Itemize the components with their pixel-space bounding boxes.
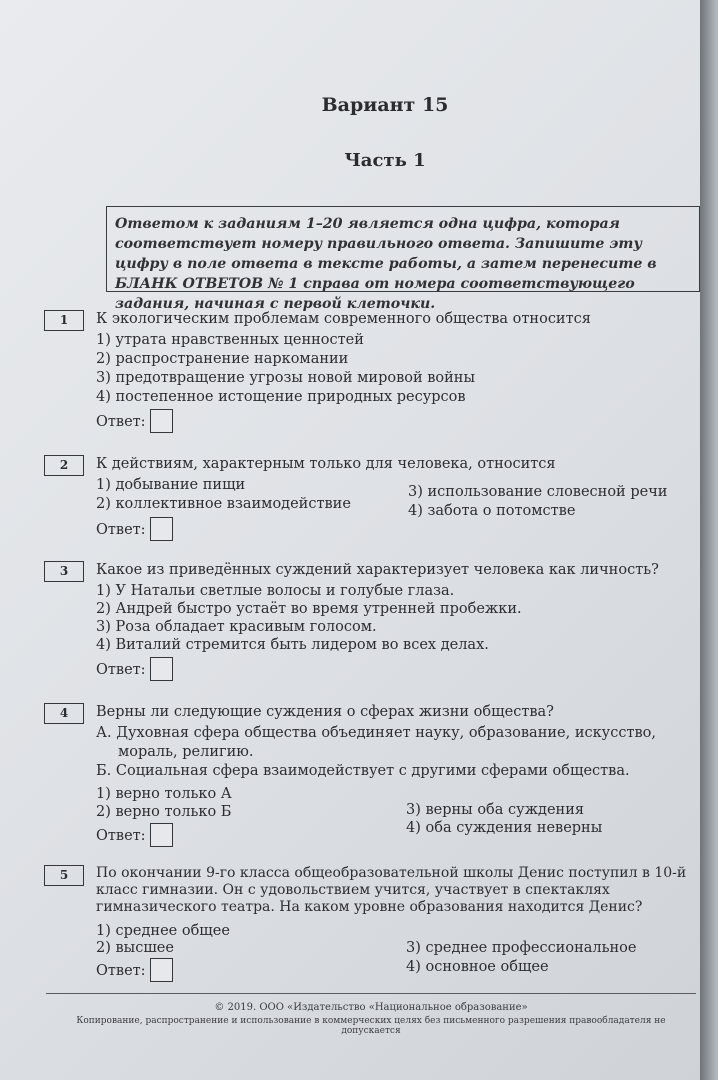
instructions-box: Ответом к заданиям 1–20 является одна цифра, которая соответствует номеру правильного ответа. Запишите эту цифру в поле ответа в тексте работы, а затем перенесите в БЛАНК ОТВЕТОВ № 1 справа от номера соответствующего задания, начиная с первой клеточки.: [106, 206, 700, 292]
question-number: 4: [44, 703, 84, 724]
option-4: 4) постепенное истощение природных ресурсов: [96, 389, 466, 405]
variant-title: Вариант 15: [321, 94, 449, 116]
question-number: 2: [44, 455, 84, 476]
footer-notice: Копирование, распространение и использование в коммерческих целях без письменного разрешения правообладателя не допускается: [76, 1016, 666, 1036]
question-number: 1: [44, 310, 84, 331]
option-4: 4) основное общее: [406, 959, 549, 975]
option-4: 4) забота о потомстве: [408, 503, 576, 519]
footer-divider: [46, 993, 696, 994]
answer-box[interactable]: [150, 958, 173, 982]
question-4: [44, 703, 684, 843]
option-1: 1) утрата нравственных ценностей: [96, 332, 364, 348]
question-text: К экологическим проблемам современного общества относится: [96, 311, 591, 327]
option-3: 3) использование словесной речи: [408, 484, 668, 500]
option-3: 3) предотвращение угрозы новой мировой войны: [96, 370, 476, 386]
question-text: Какое из приведённых суждений характеризует человека как личность?: [96, 562, 659, 578]
answer-row: [96, 521, 146, 540]
answer-row: [96, 413, 146, 432]
question-text: По окончании 9-го класса общеобразовательной школы Денис поступил в 10-й класс гимназии. Он с удовольствием учится, участвует в спектаклях гимназического театра. На каком уровне образования находится Денис?: [96, 865, 687, 915]
option-4: 4) оба суждения неверны: [406, 820, 603, 836]
question-1: [44, 310, 684, 440]
question-3: [44, 561, 684, 681]
answer-label: Ответ:: [96, 963, 146, 979]
option-2: 2) верно только Б: [96, 804, 232, 820]
statement-b: Б. Социальная сфера взаимодействует с другими сферами общества.: [96, 763, 630, 779]
option-2: 2) высшее: [96, 940, 174, 956]
question-5: [44, 865, 687, 985]
statement-a: А. Духовная сфера общества объединяет науку, образование, искусство, мораль, религию.: [96, 725, 656, 760]
option-1: 1) верно только А: [96, 786, 232, 802]
question-text: Верны ли следующие суждения о сферах жизни общества?: [96, 704, 554, 720]
option-2: 2) коллективное взаимодействие: [96, 496, 351, 512]
answer-row: [96, 962, 146, 981]
answer-box[interactable]: [150, 823, 173, 847]
option-3: 3) среднее профессиональное: [406, 940, 637, 956]
answer-label: Ответ:: [96, 828, 146, 844]
answer-row: [96, 827, 146, 846]
footer-copyright: © 2019. ООО «Издательство «Национальное образование»: [214, 1002, 528, 1013]
question-text: К действиям, характерным только для человека, относится: [96, 456, 556, 472]
answer-row: [96, 661, 146, 680]
option-4: 4) Виталий стремится быть лидером во всех делах.: [96, 637, 489, 653]
answer-label: Ответ:: [96, 414, 146, 430]
option-1: 1) среднее общее: [96, 923, 230, 939]
page-edge-shadow: [700, 0, 718, 1080]
answer-box[interactable]: [150, 517, 173, 541]
option-2: 2) Андрей быстро устаёт во время утренней пробежки.: [96, 601, 522, 617]
answer-label: Ответ:: [96, 522, 146, 538]
question-2: [44, 455, 684, 545]
answer-label: Ответ:: [96, 662, 146, 678]
part-title: Часть 1: [344, 150, 426, 171]
answer-box[interactable]: [150, 657, 173, 681]
answer-box[interactable]: [150, 409, 173, 433]
option-1: 1) добывание пищи: [96, 477, 246, 493]
option-3: 3) верны оба суждения: [406, 802, 585, 818]
question-number: 3: [44, 561, 84, 582]
option-2: 2) распространение наркомании: [96, 351, 349, 367]
option-3: 3) Роза обладает красивым голосом.: [96, 619, 377, 635]
question-number: 5: [44, 865, 84, 886]
option-1: 1) У Натальи светлые волосы и голубые глаза.: [96, 583, 455, 599]
